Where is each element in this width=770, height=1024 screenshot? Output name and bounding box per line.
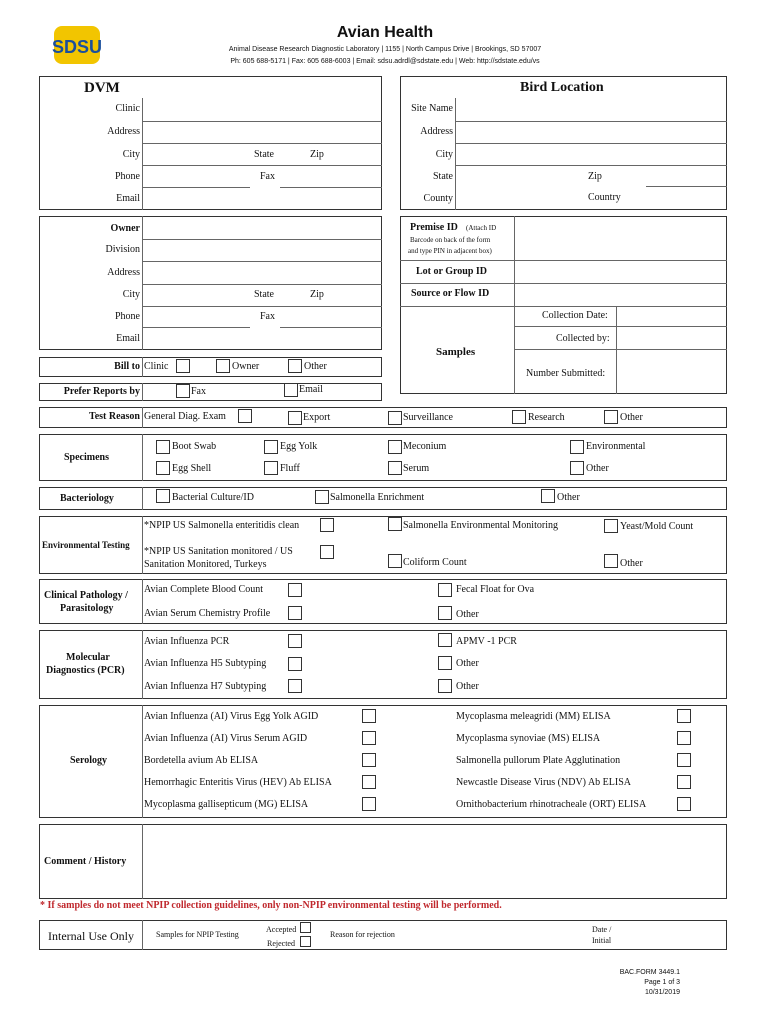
owner-name-field[interactable]	[142, 239, 382, 240]
ai-h5-label: Avian Influenza H5 Subtyping	[144, 658, 267, 669]
source-flow-label: Source or Flow ID	[411, 288, 490, 299]
prefer-fax-checkbox[interactable]	[176, 384, 190, 398]
test-reason-other-label: Other	[620, 412, 643, 423]
npip-sanitation-label-1: *NPIP US Sanitation monitored / US	[144, 546, 293, 557]
form-number: BAC.FORM 3449.1	[619, 969, 680, 976]
research-checkbox[interactable]	[512, 410, 526, 424]
comment-textarea[interactable]	[143, 825, 726, 898]
serology-left-item: Avian Influenza (AI) Virus Egg Yolk AGID	[144, 711, 319, 722]
dvm-state-label: State	[254, 149, 274, 160]
premise-divider	[514, 216, 515, 306]
serology-right-checkbox[interactable]	[677, 731, 691, 745]
serology-right-item: Mycoplasma meleagridi (MM) ELISA	[456, 711, 611, 722]
salmonella-enrichment-label: Salmonella Enrichment	[330, 492, 425, 503]
bird-zip-field[interactable]	[646, 186, 727, 187]
premise-note3: and type PIN in adjacent box)	[408, 247, 492, 255]
specimens-label: Specimens	[64, 452, 109, 463]
dvm-phone-field[interactable]	[142, 187, 250, 188]
bill-to-clinic-label: Clinic	[144, 361, 169, 372]
bill-to-owner-label: Owner	[232, 361, 260, 372]
bird-city-label: City	[435, 149, 453, 160]
research-label: Research	[528, 412, 565, 423]
serology-right-item: Newcastle Disease Virus (NDV) Ab ELISA	[456, 777, 632, 788]
dvm-city-field[interactable]	[142, 165, 382, 166]
bird-site-label: Site Name	[411, 103, 453, 114]
bacteriology-other-label: Other	[557, 492, 580, 503]
bacteriology-label: Bacteriology	[60, 493, 114, 504]
serology-left-checkbox[interactable]	[362, 709, 376, 723]
lab-address: Animal Disease Research Diagnostic Laboratory | 1155 | North Campus Drive | Brookings, SD 57007	[228, 46, 542, 53]
fluff-checkbox[interactable]	[264, 461, 278, 475]
serology-left-checkbox[interactable]	[362, 797, 376, 811]
serology-left-checkbox[interactable]	[362, 775, 376, 789]
owner-section	[39, 216, 382, 350]
owner-division-field[interactable]	[142, 261, 382, 262]
dvm-clinic-field[interactable]	[142, 121, 382, 122]
rejected-label: Rejected	[267, 939, 295, 948]
serology-left-item: Mycoplasma gallisepticum (MG) ELISA	[144, 799, 309, 810]
accepted-label: Accepted	[266, 925, 297, 934]
npip-sanitation-label-2: Sanitation Monitored, Turkeys	[144, 559, 267, 570]
serology-right-item: Ornithobacterium rhinotracheale (ORT) ELISA	[456, 799, 647, 810]
general-diag-label: General Diag. Exam	[144, 411, 226, 422]
form-date: 10/31/2019	[644, 989, 680, 996]
dvm-email-label: Email	[116, 193, 140, 204]
serology-left-item: Avian Influenza (AI) Virus Serum AGID	[144, 733, 308, 744]
npip-se-clean-checkbox[interactable]	[320, 518, 334, 532]
bird-state-label: State	[433, 171, 453, 182]
npip-se-clean-label	[144, 520, 299, 531]
owner-phone-field[interactable]	[142, 327, 250, 328]
lot-group-label: Lot or Group ID	[416, 266, 488, 277]
bacterial-culture-checkbox[interactable]	[156, 489, 170, 503]
accepted-checkbox[interactable]	[300, 922, 311, 933]
samples-npip-label: Samples for NPIP Testing	[156, 930, 239, 939]
bill-to-owner-checkbox[interactable]	[216, 359, 230, 373]
egg-yolk-checkbox[interactable]	[264, 440, 278, 454]
serology-right-checkbox[interactable]	[677, 797, 691, 811]
rejection-reason-label: Reason for rejection	[330, 930, 395, 939]
apmv-pcr-label: APMV -1 PCR	[456, 636, 517, 647]
bird-country-label: Country	[588, 192, 621, 203]
npip-se-text: *NPIP US Salmonella enteritidis clean	[144, 520, 300, 531]
internal-use-label: Internal Use Only	[48, 929, 134, 943]
serology-right-checkbox[interactable]	[677, 709, 691, 723]
serology-right-checkbox[interactable]	[677, 775, 691, 789]
owner-division-label: Division	[105, 244, 140, 255]
surveillance-label: Surveillance	[403, 412, 453, 423]
serology-left-item: Hemorrhagic Enteritis Virus (HEV) Ab ELISA	[144, 777, 332, 788]
ai-h7-checkbox[interactable]	[288, 679, 302, 693]
premise-id-field[interactable]	[400, 260, 727, 261]
bill-to-label: Bill to	[114, 361, 140, 372]
yeast-mold-label: Yeast/Mold Count	[620, 521, 694, 532]
samples-divider	[514, 306, 515, 394]
clinical-pathology-label-2: Parasitology	[60, 603, 114, 614]
molecular-divider	[142, 630, 143, 699]
dvm-zip-label: Zip	[310, 149, 324, 160]
bacterial-culture-label: Bacterial Culture/ID	[172, 492, 254, 503]
bacteriology-divider	[142, 487, 143, 510]
bill-to-divider	[142, 357, 143, 377]
owner-state-label: State	[254, 289, 274, 300]
salmonella-enrichment-checkbox[interactable]	[315, 490, 329, 504]
dvm-fax-field[interactable]	[280, 187, 382, 188]
salmonella-env-monitoring-label: Salmonella Environmental Monitoring	[403, 520, 558, 531]
bird-county-label: County	[423, 193, 453, 204]
premise-note1: (Attach ID	[466, 224, 497, 232]
dvm-divider	[142, 98, 143, 210]
test-reason-label: Test Reason	[88, 411, 140, 422]
bird-location-heading: Bird Location	[520, 80, 604, 95]
samples-label: Samples	[436, 346, 476, 358]
collected-by-label: Collected by:	[556, 333, 610, 344]
fecal-float-label: Fecal Float for Ova	[456, 584, 535, 595]
bird-city-field[interactable]	[455, 165, 727, 166]
owner-address-field[interactable]	[142, 284, 382, 285]
egg-yolk-label: Egg Yolk	[280, 441, 318, 452]
boot-swab-checkbox[interactable]	[156, 440, 170, 454]
test-reason-other-checkbox[interactable]	[604, 410, 618, 424]
environmental-testing-label: Environmental Testing	[42, 540, 130, 550]
surveillance-checkbox[interactable]	[388, 411, 402, 425]
bird-divider	[455, 98, 456, 210]
molecular-label-2: Diagnostics (PCR)	[46, 665, 125, 676]
dvm-fax-label: Fax	[260, 171, 275, 182]
clinpath-divider	[142, 579, 143, 624]
serology-right-item: Salmonella pullorum Plate Agglutination	[456, 755, 621, 766]
dvm-clinic-label: Clinic	[115, 103, 140, 114]
molecular-other2-label: Other	[456, 681, 479, 692]
collected-by-field[interactable]	[514, 349, 727, 350]
collection-date-label: Collection Date:	[542, 310, 608, 321]
molecular-other1-checkbox[interactable]	[438, 656, 452, 670]
dvm-heading: DVM	[84, 80, 120, 96]
premise-note2: Barcode on back of the form	[410, 236, 491, 244]
collection-date-field[interactable]	[514, 326, 727, 327]
molecular-other2-checkbox[interactable]	[438, 679, 452, 693]
egg-shell-checkbox[interactable]	[156, 461, 170, 475]
serum-checkbox[interactable]	[388, 461, 402, 475]
owner-city-label: City	[122, 289, 140, 300]
prefer-email-label: Email	[299, 384, 323, 395]
ai-h7-label: Avian Influenza H7 Subtyping	[144, 681, 267, 692]
salmonella-env-monitoring-checkbox[interactable]	[388, 517, 402, 531]
avian-chem-checkbox[interactable]	[288, 606, 302, 620]
meconium-label: Meconium	[403, 441, 447, 452]
molecular-other1-label: Other	[456, 658, 479, 669]
bird-site-field[interactable]	[455, 121, 727, 122]
fecal-float-checkbox[interactable]	[438, 583, 452, 597]
rejected-checkbox[interactable]	[300, 936, 311, 947]
serology-label: Serology	[70, 755, 108, 766]
molecular-label-1: Molecular	[66, 652, 110, 663]
bacteriology-other-checkbox[interactable]	[541, 489, 555, 503]
yeast-mold-checkbox[interactable]	[604, 519, 618, 533]
dvm-phone-label: Phone	[115, 171, 140, 182]
date-initial-label-1: Date /	[592, 925, 612, 934]
internal-divider	[142, 920, 143, 950]
date-initial-label-2: Initial	[592, 936, 612, 945]
bill-to-clinic-checkbox[interactable]	[176, 359, 190, 373]
clinical-pathology-label-1: Clinical Pathology /	[44, 590, 128, 601]
meconium-checkbox[interactable]	[388, 440, 402, 454]
serology-right-checkbox[interactable]	[677, 753, 691, 767]
dvm-address-label: Address	[107, 126, 140, 137]
environmental-other-checkbox[interactable]	[604, 554, 618, 568]
boot-swab-label: Boot Swab	[172, 441, 217, 452]
specimen-other-label: Other	[586, 463, 609, 474]
dvm-city-label: City	[122, 149, 140, 160]
lab-contact: Ph: 605 688-5171 | Fax: 605 688-6003 | Email: sdsu.adrdl@sdstate.edu | Web: http://sdstate.edu/vs	[230, 58, 540, 65]
serology-divider	[142, 705, 143, 818]
environmental-specimen-label: Environmental	[586, 441, 646, 452]
npip-footnote: * If samples do not meet NPIP collection guidelines, only non-NPIP environmental testing will be performed.	[40, 900, 502, 911]
owner-email-label: Email	[116, 333, 140, 344]
environmental-other-label: Other	[620, 558, 643, 569]
prefer-fax-label: Fax	[191, 386, 206, 397]
serology-right-item: Mycoplasma synoviae (MS) ELISA	[456, 733, 601, 744]
egg-shell-label: Egg Shell	[172, 463, 212, 474]
clinpath-other-checkbox[interactable]	[438, 606, 452, 620]
owner-fax-field[interactable]	[280, 327, 382, 328]
prefer-divider	[142, 383, 143, 401]
serology-left-item: Bordetella avium Ab ELISA	[144, 755, 259, 766]
avian-chem-label: Avian Serum Chemistry Profile	[144, 608, 271, 619]
comment-label: Comment / History	[44, 856, 127, 867]
owner-address-label: Address	[107, 267, 140, 278]
clinpath-other-label: Other	[456, 609, 479, 620]
samples-right-divider	[616, 306, 617, 394]
export-label: Export	[303, 412, 331, 423]
dvm-address-field[interactable]	[142, 143, 382, 144]
owner-city-field[interactable]	[142, 306, 382, 307]
logo-text: SDSU	[52, 37, 102, 57]
coliform-count-label: Coliform Count	[403, 557, 467, 568]
owner-phone-label: Phone	[115, 311, 140, 322]
specimen-other-checkbox[interactable]	[570, 461, 584, 475]
export-checkbox[interactable]	[288, 411, 302, 425]
page-title: Avian Health	[336, 24, 434, 41]
ai-pcr-label: Avian Influenza PCR	[144, 636, 230, 647]
serology-left-checkbox[interactable]	[362, 731, 376, 745]
source-flow-field[interactable]	[400, 306, 727, 307]
avian-cbc-checkbox[interactable]	[288, 583, 302, 597]
bill-to-other-checkbox[interactable]	[288, 359, 302, 373]
bird-zip-label: Zip	[588, 171, 602, 182]
ai-h5-checkbox[interactable]	[288, 657, 302, 671]
general-diag-checkbox[interactable]	[238, 409, 252, 423]
specimens-divider	[142, 434, 143, 481]
number-submitted-label: Number Submitted:	[526, 368, 606, 379]
avian-cbc-label: Avian Complete Blood Count	[144, 584, 263, 595]
premise-id-label: Premise ID	[410, 222, 458, 233]
owner-heading: Owner	[110, 223, 140, 234]
fluff-label: Fluff	[280, 463, 300, 474]
serology-left-checkbox[interactable]	[362, 753, 376, 767]
coliform-count-checkbox[interactable]	[388, 554, 402, 568]
prefer-email-checkbox[interactable]	[284, 383, 298, 397]
environmental-divider	[142, 516, 143, 574]
bill-to-other-label: Other	[304, 361, 327, 372]
bird-address-label: Address	[420, 126, 453, 137]
npip-sanitation-checkbox[interactable]	[320, 545, 334, 559]
owner-divider	[142, 216, 143, 350]
owner-zip-label: Zip	[310, 289, 324, 300]
bird-address-field[interactable]	[455, 143, 727, 144]
ai-pcr-checkbox[interactable]	[288, 634, 302, 648]
serum-label: Serum	[403, 463, 430, 474]
prefer-reports-label: Prefer Reports by	[63, 386, 140, 397]
test-reason-divider	[142, 407, 143, 428]
environmental-specimen-checkbox[interactable]	[570, 440, 584, 454]
apmv-pcr-checkbox[interactable]	[438, 633, 452, 647]
page-number: Page 1 of 3	[644, 979, 680, 986]
lot-group-field[interactable]	[400, 283, 727, 284]
owner-fax-label: Fax	[260, 311, 275, 322]
